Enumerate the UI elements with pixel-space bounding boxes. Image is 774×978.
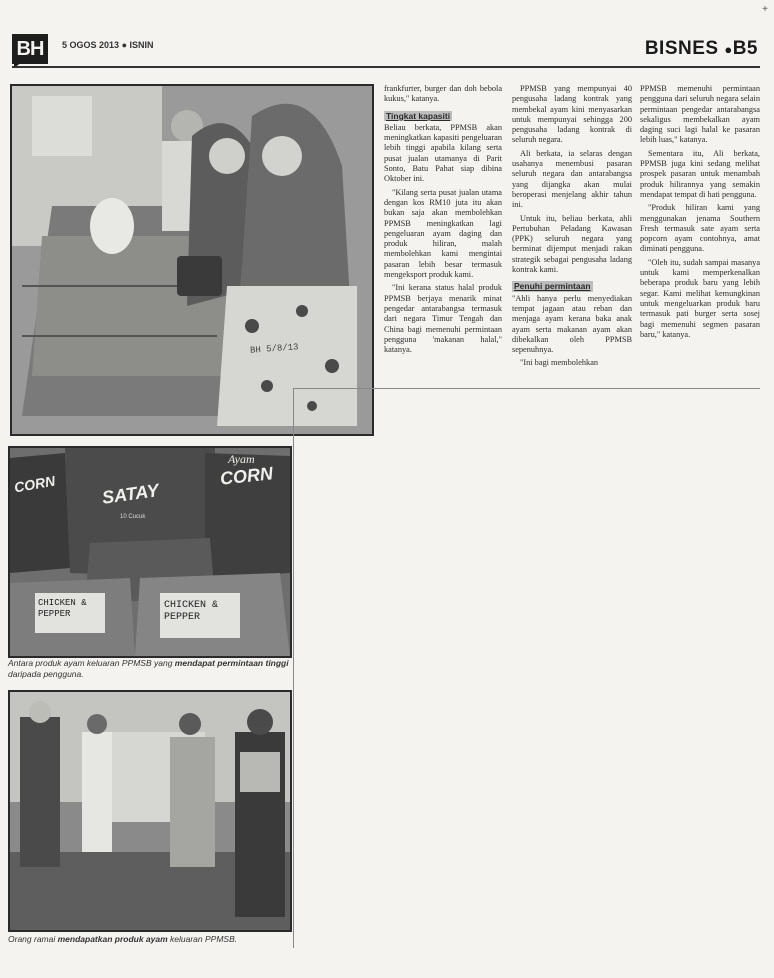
caption-products-part2: daripada pengguna. [8, 669, 84, 679]
column-2-paragraph: Ali berkata, ia selaras dengan usahanya menembusi pasaran seluruh negara dan antarabangsa yang dijangka akan mulai beroperasi menjelang akhir tahun ini. [512, 148, 632, 210]
bag-label-corn-right: CORN [219, 463, 274, 489]
subhead-penuhi-permintaan: Penuhi permintaan [514, 281, 591, 292]
date-stamp: BH 5/8/13 [249, 342, 299, 356]
caption-products [8, 658, 290, 680]
column-2-paragraph: PPMSB yang mempunyai 40 pengusaha ladang kontrak yang membekal ayam kini menyasarkan untuk mempunyai sehingga 200 pengusaha ladang kontrak di seluruh negara. [512, 84, 632, 145]
photo-product-bags [8, 446, 292, 658]
bag-label-satay: SATAY [100, 480, 161, 508]
column-2-paragraph: "Ini bagi membolehkan [520, 358, 599, 368]
date-separator: ● [121, 40, 127, 50]
column-1-lead: frankfurter, burger dan doh bebola kukus," katanya. [384, 84, 502, 104]
article-column-1 [384, 84, 502, 358]
subhead-tingkat-kapasiti: Tingkat kapasiti [386, 110, 451, 121]
header-rule [12, 66, 760, 68]
caption-crowd-emphasis: mendapatkan produk ayam [57, 934, 168, 944]
column-3-paragraph: "Produk hiliran kami yang menggunakan jenama Southern Fresh termasuk sate ayam serta popcorn ayam contohnya, amat diminati pengguna. [640, 203, 760, 254]
caption-products-emphasis: mendapat permintaan tinggi [174, 658, 289, 668]
article-column-3 [640, 84, 760, 343]
bag-label-corn-left: CORN [12, 472, 57, 496]
caption-products-part1: Antara produk ayam keluaran PPMSB yang [8, 658, 175, 668]
scan-crosshair: + [762, 4, 768, 15]
column-3-paragraph: Sementara itu, Ali berkata, PPMSB juga kini sedang melihat prospek pasaran untuk menambah produk hilirannya yang semakin mendapat tempat di hati pengguna. [640, 148, 760, 199]
column-3-paragraph: "Oleh itu, sudah sampai masanya untuk kami memperkenalkan beberapa produk baru yang lebih segar. Kami melihat kemungkinan untuk mengeluarkan produk baru termasuk pati burger serta sosej bagi memenuhi segmen pasaran baru," katanya. [640, 257, 760, 339]
column-3-paragraph: PPMSB memenuhi permintaan pengguna dari seluruh negara selain permintaan pengedar antarabangsa sekaligus membekalkan ayam daging suci lagi halal ke pasaran lebih luas," katanya. [640, 84, 760, 145]
caption-crowd-part2: keluaran PPMSB. [167, 934, 238, 944]
column-1-paragraph: "Kilang serta pusat jualan utama dengan kos RM10 juta itu akan bukan saja akan membolehkan PPMSB meningkatkan lagi pengeluaran ayam daging dan produk hiliran, malah membolehkan kami mengintai pasaran lebih besar termasuk mengeksport produk kami. [384, 187, 502, 280]
day-text: ISNIN [129, 40, 154, 50]
photo-crowd [8, 690, 292, 932]
bag-label-ayam: Ayam [228, 452, 255, 466]
caption-crowd [8, 934, 290, 945]
caption-crowd-part1: Orang ramai [8, 934, 58, 944]
column-2-paragraph: "Ahli hanya perlu menyediakan tempat jagaan atau reban dan menjaga ayam kerana baka anak ayam serta makanan ayam akan dibekalkan oleh PPMSB sepenuhnya. [512, 293, 632, 355]
date-text: 5 OGOS 2013 [62, 40, 120, 50]
column-2-paragraph: Untuk itu, beliau berkata, ahli Pertubuhan Peladang Kawasan (PPK) seluruh negara yang berminat dijemput menjadi rakan strategik sebagai pengusaha ladang kontrak kami. [512, 213, 632, 275]
crowd-illustration [10, 692, 290, 930]
bh-logo: BH [12, 34, 48, 64]
bag-label-chicken-pepper-left: CHICKEN & PEPPER [38, 598, 87, 619]
dateline [62, 40, 154, 50]
bag-label-chicken-pepper-right: CHICKEN & PEPPER [164, 600, 219, 623]
column-1-paragraph: Beliau berkata, PPMSB akan meningkatkan kapasiti pengeluaran lebih tinggi apabila kilang serta pusat jualan utamanya di Parit Sonto, Batu Pahat siap dibina Oktober ini. [384, 122, 502, 184]
column-1-paragraph: "Ini kerana status halal produk PPMSB berjaya menarik minat pengedar antarabangsa termasuk dari negara Timur Tengah dan China bagi memenuhi permintaan pengguna 'makanan halal," katanya. [384, 283, 502, 355]
market-stall-illustration [12, 86, 372, 434]
clipping-edge-vertical [293, 388, 294, 948]
bag-label-count: 10 Cucuk [120, 514, 146, 520]
section-name: BISNES [644, 38, 719, 59]
section-dot: ● [724, 42, 733, 57]
photo-market-stall [10, 84, 374, 436]
article-column-2 [512, 84, 632, 372]
section-title [645, 38, 758, 60]
page-number: B5 [732, 38, 758, 59]
clipping-edge-horizontal [293, 388, 760, 389]
